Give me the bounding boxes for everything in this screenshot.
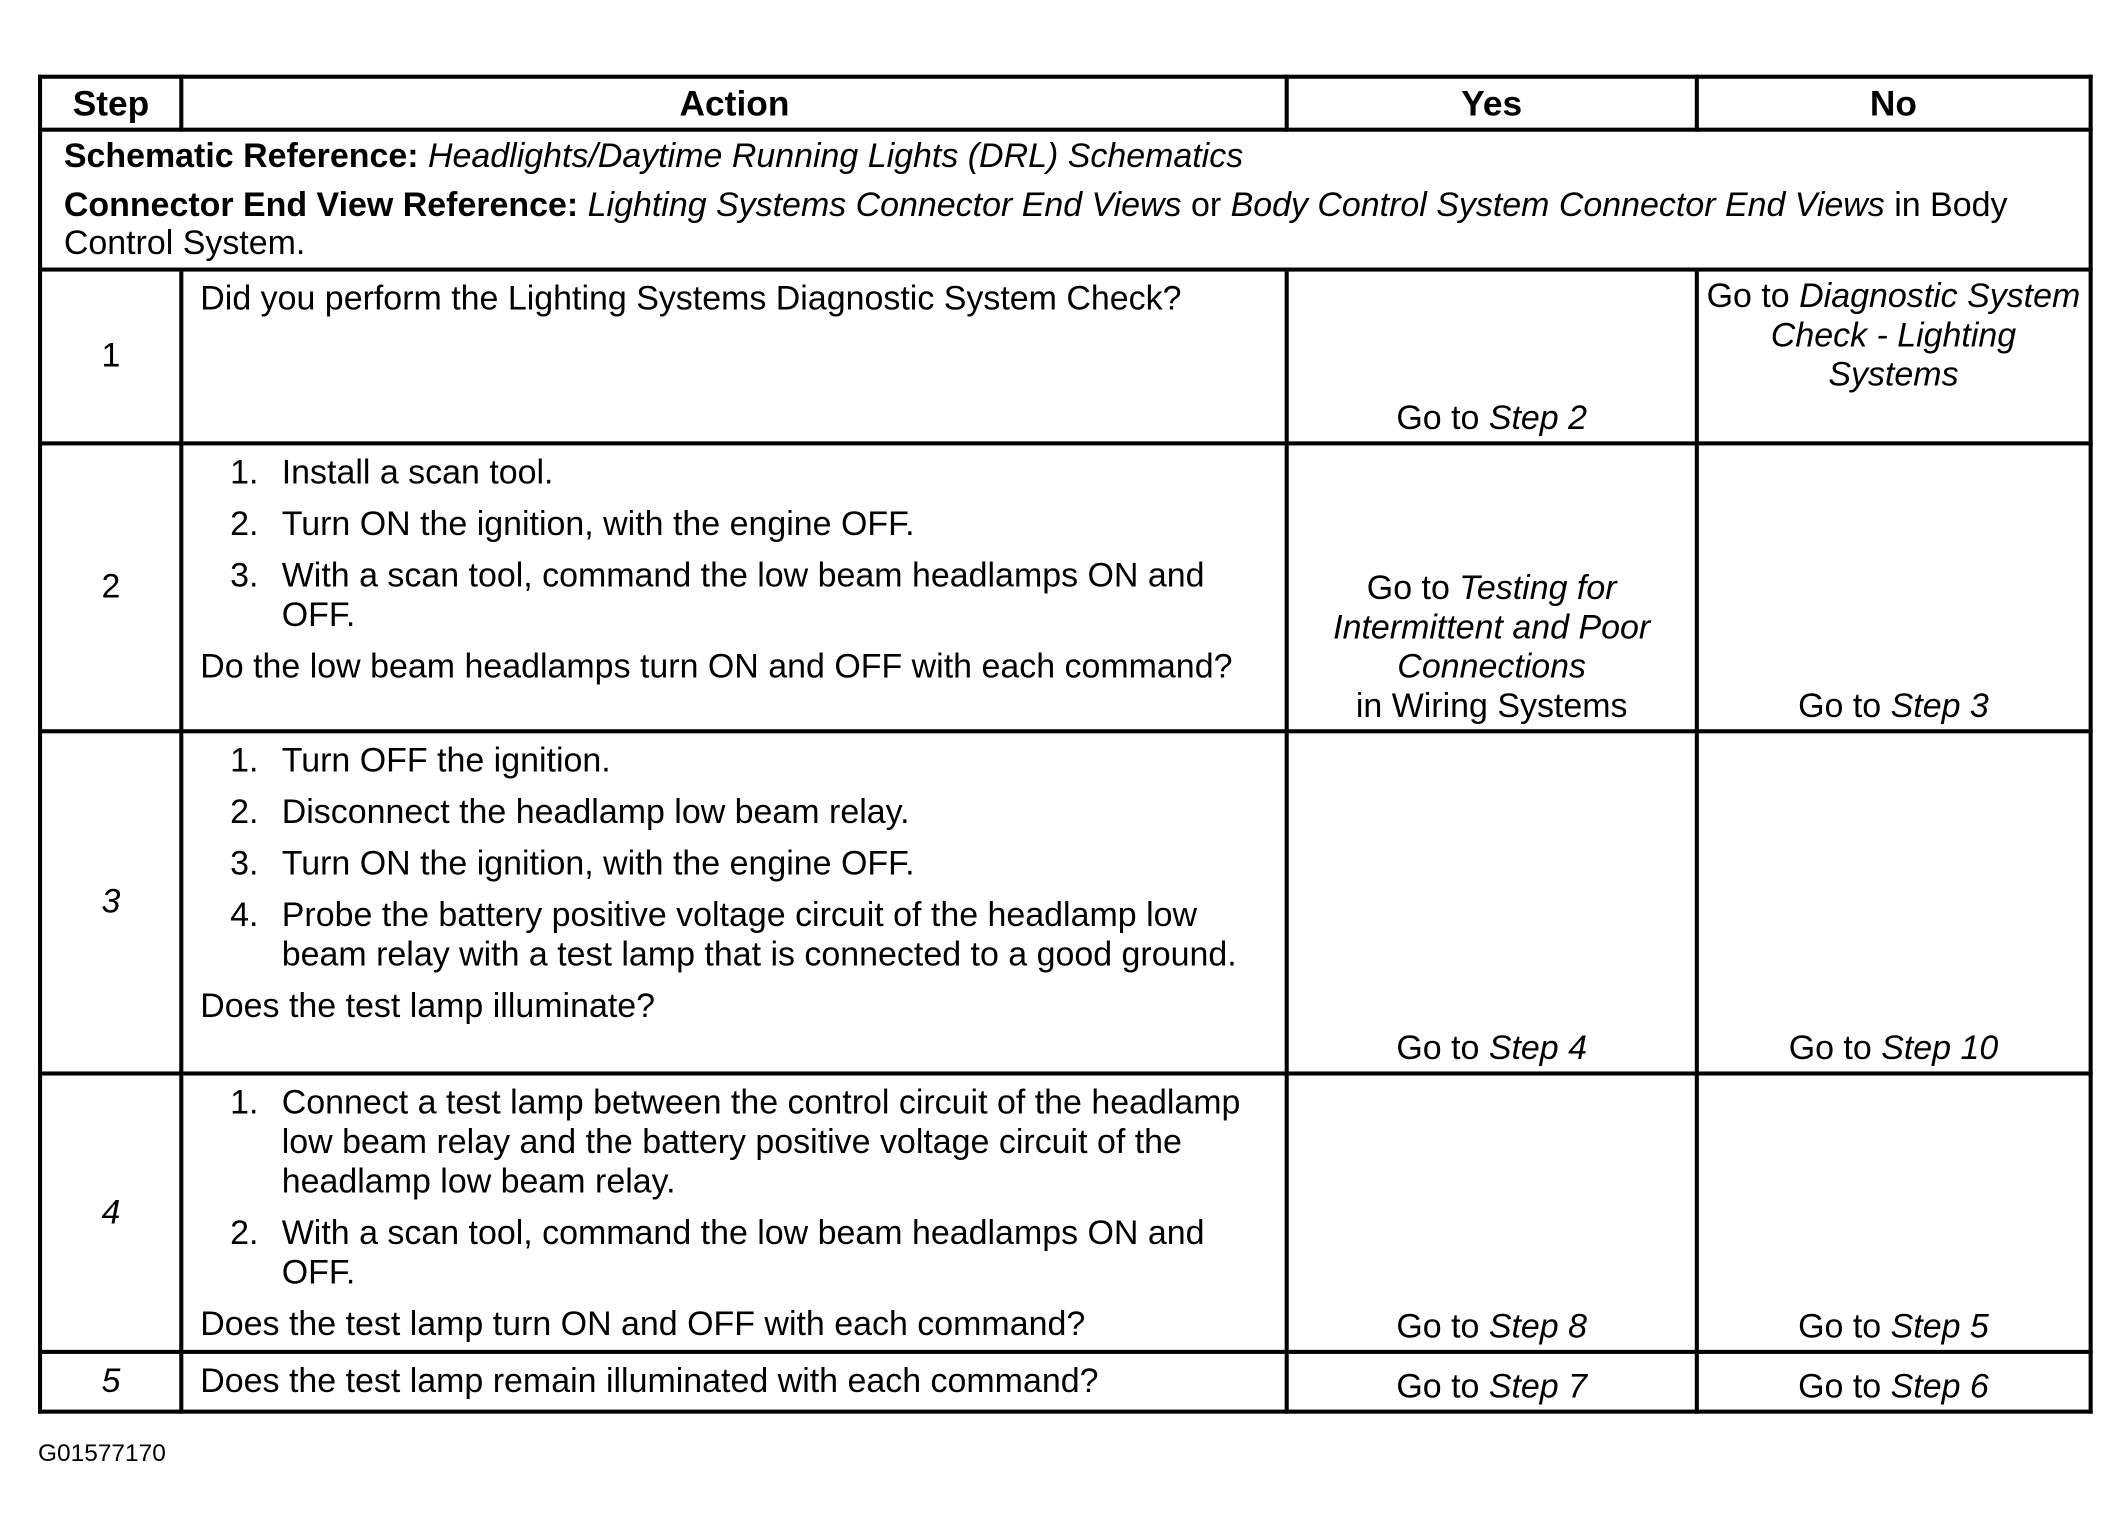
- action-cell: [182, 1073, 1287, 1351]
- action-cell: [182, 731, 1287, 1073]
- header-no: No: [1696, 77, 2090, 130]
- schematic-reference-link[interactable]: Headlights/Daytime Running Lights (DRL) Schematics: [428, 137, 1244, 176]
- header-yes: Yes: [1287, 77, 1696, 130]
- no-cell: [1696, 270, 2090, 444]
- table-row-step-5: [40, 1352, 2091, 1412]
- no-prefix: Go to: [1798, 687, 1882, 726]
- yes-suffix: in Wiring Systems: [1355, 687, 1628, 726]
- step-number: 5: [40, 1352, 182, 1412]
- table-row-step-4: [40, 1073, 2091, 1351]
- connector-reference-tail: in Body Control System.: [63, 186, 2008, 263]
- yes-prefix: Go to: [1396, 1367, 1480, 1406]
- list-item: 4. Probe the battery positive voltage circuit of the headlamp low beam relay with a test lamp that is connected to a good ground.: [230, 896, 1237, 974]
- connector-reference-link-1[interactable]: Lighting Systems Connector End Views: [587, 186, 1182, 225]
- no-link[interactable]: Diagnostic System Check - Lighting Systems: [1770, 277, 2081, 394]
- step-number: 3: [40, 731, 182, 1073]
- yes-cell: [1287, 1352, 1696, 1412]
- yes-link[interactable]: Testing for Intermittent and Poor Connections: [1333, 569, 1651, 686]
- yes-prefix: Go to: [1396, 1307, 1480, 1346]
- no-link[interactable]: Step 5: [1890, 1307, 1989, 1346]
- table-row-step-1: [40, 270, 2091, 444]
- yes-link[interactable]: Step 2: [1488, 399, 1587, 438]
- instruction-list: [200, 454, 1271, 636]
- header-row: [40, 77, 2091, 130]
- no-prefix: Go to: [1798, 1307, 1882, 1346]
- step-question: Does the test lamp turn ON and OFF with each command?: [200, 1305, 1086, 1344]
- step-number: 1: [40, 270, 182, 444]
- step-question: Does the test lamp illuminate?: [200, 987, 656, 1026]
- header-step: Step: [40, 77, 182, 130]
- instruction-list: [200, 1084, 1271, 1293]
- header-action: Action: [182, 77, 1287, 130]
- connector-reference-link-2[interactable]: Body Control System Connector End Views: [1230, 186, 1885, 225]
- yes-prefix: Go to: [1396, 399, 1480, 438]
- connector-reference-label: Connector End View Reference:: [63, 186, 579, 225]
- step-number: 2: [40, 443, 182, 731]
- list-item: 2. With a scan tool, command the low beam headlamps ON and OFF.: [230, 1214, 1205, 1292]
- table-row-step-3: [40, 731, 2091, 1073]
- yes-cell: [1287, 270, 1696, 444]
- reference-cell: [40, 130, 2091, 270]
- step-question: Did you perform the Lighting Systems Diagnostic System Check?: [200, 279, 1182, 318]
- table-row-step-2: [40, 443, 2091, 731]
- no-prefix: Go to: [1706, 277, 1790, 316]
- no-cell: [1696, 731, 2090, 1073]
- action-cell: [182, 1352, 1287, 1412]
- yes-cell: [1287, 1073, 1696, 1351]
- schematic-reference-label: Schematic Reference:: [63, 137, 419, 176]
- yes-cell: [1287, 731, 1696, 1073]
- list-item: 1. Connect a test lamp between the control circuit of the headlamp low beam relay and the battery positive voltage circuit of the headlamp low beam relay.: [230, 1083, 1241, 1201]
- figure-id: G01577170: [38, 1439, 166, 1467]
- yes-cell: [1287, 443, 1696, 731]
- yes-prefix: Go to: [1366, 569, 1450, 608]
- yes-link[interactable]: Step 8: [1488, 1307, 1587, 1346]
- instruction-list: [200, 741, 1271, 975]
- action-cell: [182, 443, 1287, 731]
- connector-reference: [64, 186, 2070, 262]
- connector-reference-or: or: [1190, 186, 1222, 225]
- no-prefix: Go to: [1788, 1029, 1872, 1068]
- yes-link[interactable]: Step 7: [1488, 1367, 1587, 1406]
- schematic-reference: [64, 137, 2070, 175]
- yes-link[interactable]: Step 4: [1488, 1029, 1587, 1068]
- list-item: 1. Turn OFF the ignition.: [230, 741, 611, 780]
- list-item: 3. Turn ON the ignition, with the engine OFF.: [230, 844, 915, 883]
- diagnostic-table: [38, 75, 2093, 1414]
- step-question: Do the low beam headlamps turn ON and OFF with each command?: [200, 647, 1233, 686]
- yes-prefix: Go to: [1396, 1029, 1480, 1068]
- no-cell: [1696, 1352, 2090, 1412]
- step-number: 4: [40, 1073, 182, 1351]
- no-link[interactable]: Step 10: [1881, 1029, 1999, 1068]
- no-prefix: Go to: [1798, 1367, 1882, 1406]
- no-link[interactable]: Step 3: [1890, 687, 1989, 726]
- reference-row: [40, 130, 2091, 270]
- no-cell: [1696, 443, 2090, 731]
- no-cell: [1696, 1073, 2090, 1351]
- step-question: Does the test lamp remain illuminated with each command?: [200, 1362, 1099, 1401]
- list-item: 1. Install a scan tool.: [230, 453, 554, 492]
- action-cell: [182, 270, 1287, 444]
- list-item: 2. Disconnect the headlamp low beam relay.: [230, 793, 910, 832]
- list-item: 2. Turn ON the ignition, with the engine OFF.: [230, 505, 915, 544]
- list-item: 3. With a scan tool, command the low beam headlamps ON and OFF.: [230, 556, 1205, 635]
- no-link[interactable]: Step 6: [1890, 1367, 1989, 1406]
